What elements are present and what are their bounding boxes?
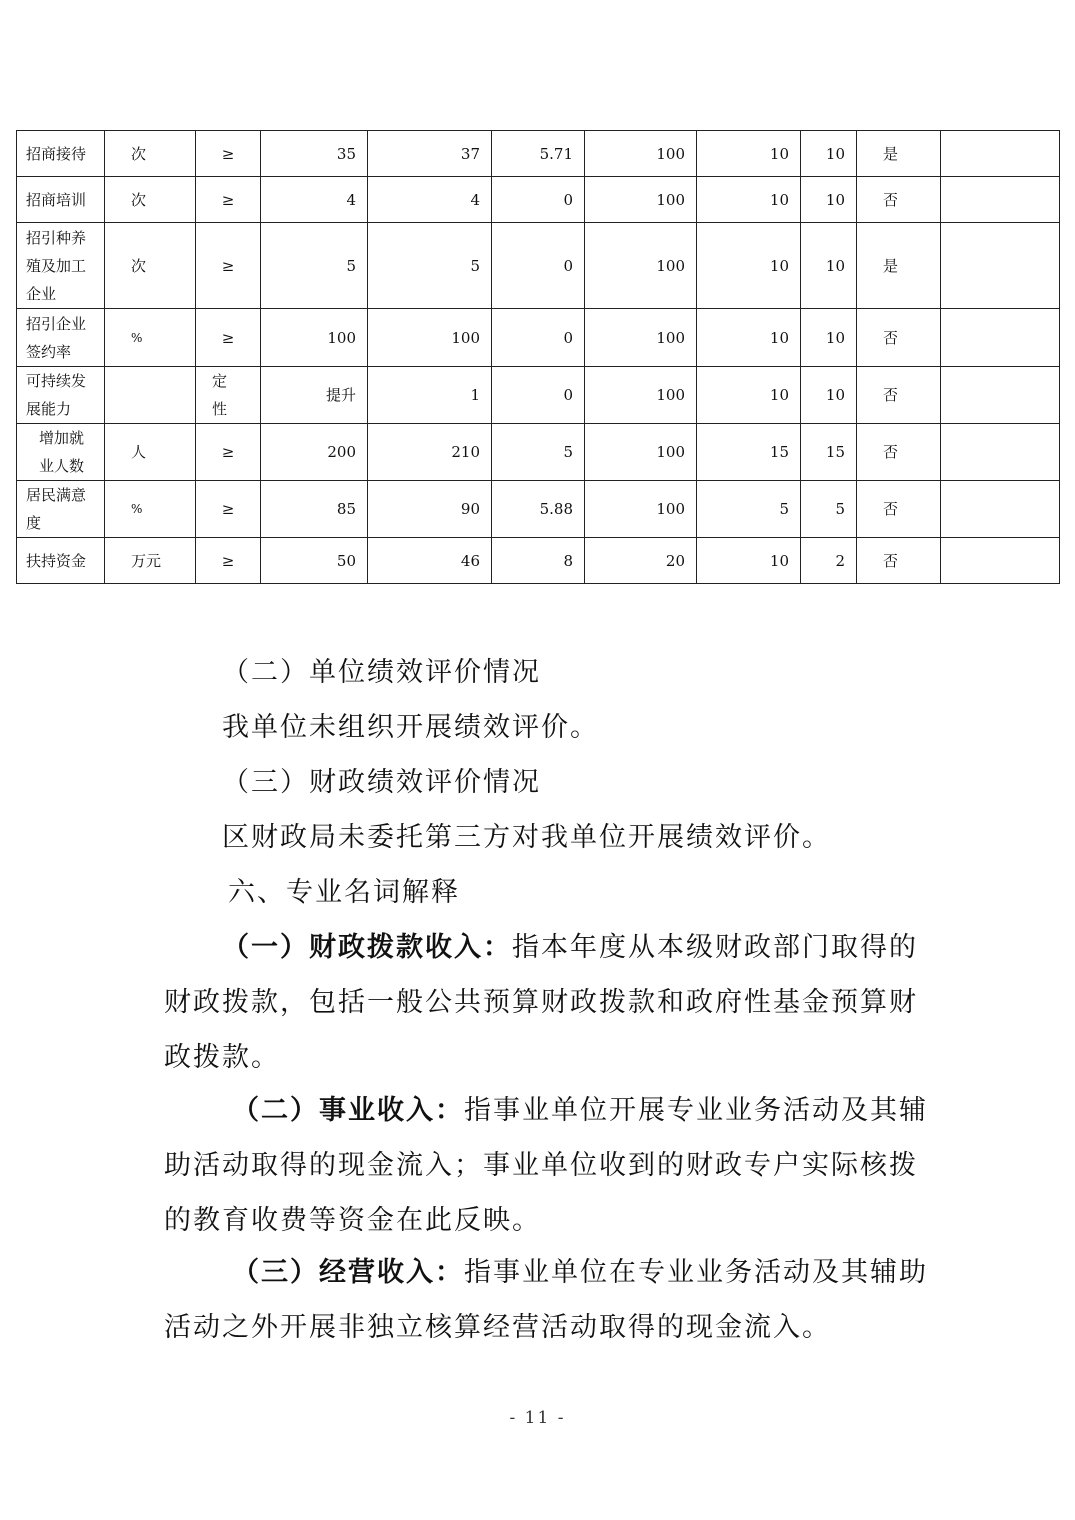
term3-paragraph-line1 <box>232 1250 928 1289</box>
table-row <box>17 131 1060 177</box>
actual-value: 46 <box>368 538 492 584</box>
deviation-rate: 5.71 <box>492 131 585 177</box>
indicator-unit: % <box>105 481 196 538</box>
term2-text-line3: 的教育收费等资金在此反映。 <box>164 1205 541 1236</box>
table-row <box>17 177 1060 223</box>
indicator-unit: % <box>105 309 196 367</box>
indicator-unit <box>105 367 196 424</box>
fiscal-eval-heading: （三）财政绩效评价情况 <box>222 767 541 798</box>
term2-text-line1: 指事业单位开展专业业务活动及其辅 <box>464 1095 928 1126</box>
term2-paragraph-line1 <box>232 1088 928 1127</box>
indicator-unit: 万元 <box>105 538 196 584</box>
weight-value: 10 <box>697 367 801 424</box>
target-value: 5 <box>261 223 368 309</box>
table-row <box>17 223 1060 309</box>
weight-value: 5 <box>697 481 801 538</box>
target-value: 35 <box>261 131 368 177</box>
indicator-name: 扶持资金 <box>17 538 105 584</box>
performance-indicator-table <box>16 130 1060 584</box>
term2-label: （二）事业收入： <box>232 1095 464 1126</box>
table-row <box>17 481 1060 538</box>
completion-value: 100 <box>585 223 697 309</box>
actual-value: 100 <box>368 309 492 367</box>
deviation-rate: 0 <box>492 367 585 424</box>
term3-text-line1: 指事业单位在专业业务活动及其辅助 <box>464 1257 928 1288</box>
flag-value: 否 <box>857 538 941 584</box>
actual-value: 1 <box>368 367 492 424</box>
deviation-rate: 8 <box>492 538 585 584</box>
table-row <box>17 538 1060 584</box>
indicator-unit: 次 <box>105 131 196 177</box>
deviation-rate: 5 <box>492 424 585 481</box>
term1-paragraph-line1 <box>222 925 918 964</box>
score-value: 10 <box>801 309 857 367</box>
flag-value: 否 <box>857 481 941 538</box>
completion-value: 20 <box>585 538 697 584</box>
weight-value: 10 <box>697 538 801 584</box>
target-value: 4 <box>261 177 368 223</box>
score-value: 10 <box>801 177 857 223</box>
score-value: 10 <box>801 223 857 309</box>
unit-eval-text: 我单位未组织开展绩效评价。 <box>222 712 599 743</box>
table-row <box>17 424 1060 481</box>
indicator-unit: 人 <box>105 424 196 481</box>
indicator-name: 招商培训 <box>17 177 105 223</box>
page-number: - 11 - <box>509 1408 566 1428</box>
term1-text-line1: 指本年度从本级财政部门取得的 <box>512 932 918 963</box>
score-value: 15 <box>801 424 857 481</box>
weight-value: 10 <box>697 177 801 223</box>
actual-value: 5 <box>368 223 492 309</box>
weight-value: 10 <box>697 223 801 309</box>
note-cell <box>941 424 1060 481</box>
note-cell <box>941 309 1060 367</box>
target-value: 200 <box>261 424 368 481</box>
glossary-heading: 六、专业名词解释 <box>228 877 460 908</box>
indicator-operator: ≥ <box>196 538 261 584</box>
indicator-name: 增加就业人数 <box>17 424 105 481</box>
completion-value: 100 <box>585 309 697 367</box>
actual-value: 4 <box>368 177 492 223</box>
note-cell <box>941 481 1060 538</box>
term1-text-line2: 财政拨款，包括一般公共预算财政拨款和政府性基金预算财 <box>164 987 918 1018</box>
target-value: 50 <box>261 538 368 584</box>
completion-value: 100 <box>585 481 697 538</box>
flag-value: 否 <box>857 177 941 223</box>
indicator-operator: 定性 <box>196 367 261 424</box>
score-value: 10 <box>801 367 857 424</box>
indicator-operator: ≥ <box>196 481 261 538</box>
indicator-name: 招引企业签约率 <box>17 309 105 367</box>
weight-value: 10 <box>697 131 801 177</box>
term1-label: （一）财政拨款收入： <box>222 932 512 963</box>
flag-value: 否 <box>857 424 941 481</box>
indicator-name: 居民满意度 <box>17 481 105 538</box>
indicator-operator: ≥ <box>196 223 261 309</box>
indicator-unit: 次 <box>105 177 196 223</box>
completion-value: 100 <box>585 424 697 481</box>
completion-value: 100 <box>585 177 697 223</box>
indicator-operator: ≥ <box>196 309 261 367</box>
term3-text-line2: 活动之外开展非独立核算经营活动取得的现金流入。 <box>164 1312 831 1343</box>
flag-value: 否 <box>857 367 941 424</box>
indicator-unit: 次 <box>105 223 196 309</box>
note-cell <box>941 367 1060 424</box>
deviation-rate: 0 <box>492 223 585 309</box>
indicator-operator: ≥ <box>196 424 261 481</box>
actual-value: 37 <box>368 131 492 177</box>
note-cell <box>941 538 1060 584</box>
deviation-rate: 0 <box>492 309 585 367</box>
indicator-operator: ≥ <box>196 177 261 223</box>
note-cell <box>941 131 1060 177</box>
score-value: 2 <box>801 538 857 584</box>
flag-value: 是 <box>857 131 941 177</box>
deviation-rate: 0 <box>492 177 585 223</box>
note-cell <box>941 223 1060 309</box>
indicator-operator: ≥ <box>196 131 261 177</box>
actual-value: 210 <box>368 424 492 481</box>
flag-value: 否 <box>857 309 941 367</box>
actual-value: 90 <box>368 481 492 538</box>
score-value: 5 <box>801 481 857 538</box>
target-value: 85 <box>261 481 368 538</box>
target-value: 100 <box>261 309 368 367</box>
table-row <box>17 309 1060 367</box>
term1-text-line3: 政拨款。 <box>164 1042 280 1073</box>
table-row <box>17 367 1060 424</box>
flag-value: 是 <box>857 223 941 309</box>
indicator-name: 招商接待 <box>17 131 105 177</box>
fiscal-eval-text: 区财政局未委托第三方对我单位开展绩效评价。 <box>222 822 831 853</box>
unit-eval-heading: （二）单位绩效评价情况 <box>222 657 541 688</box>
score-value: 10 <box>801 131 857 177</box>
term2-text-line2: 助活动取得的现金流入；事业单位收到的财政专户实际核拨 <box>164 1150 918 1181</box>
indicator-name: 招引种养殖及加工企业 <box>17 223 105 309</box>
target-value: 提升 <box>261 367 368 424</box>
deviation-rate: 5.88 <box>492 481 585 538</box>
indicator-name: 可持续发展能力 <box>17 367 105 424</box>
note-cell <box>941 177 1060 223</box>
weight-value: 10 <box>697 309 801 367</box>
weight-value: 15 <box>697 424 801 481</box>
term3-label: （三）经营收入： <box>232 1257 464 1288</box>
completion-value: 100 <box>585 367 697 424</box>
completion-value: 100 <box>585 131 697 177</box>
